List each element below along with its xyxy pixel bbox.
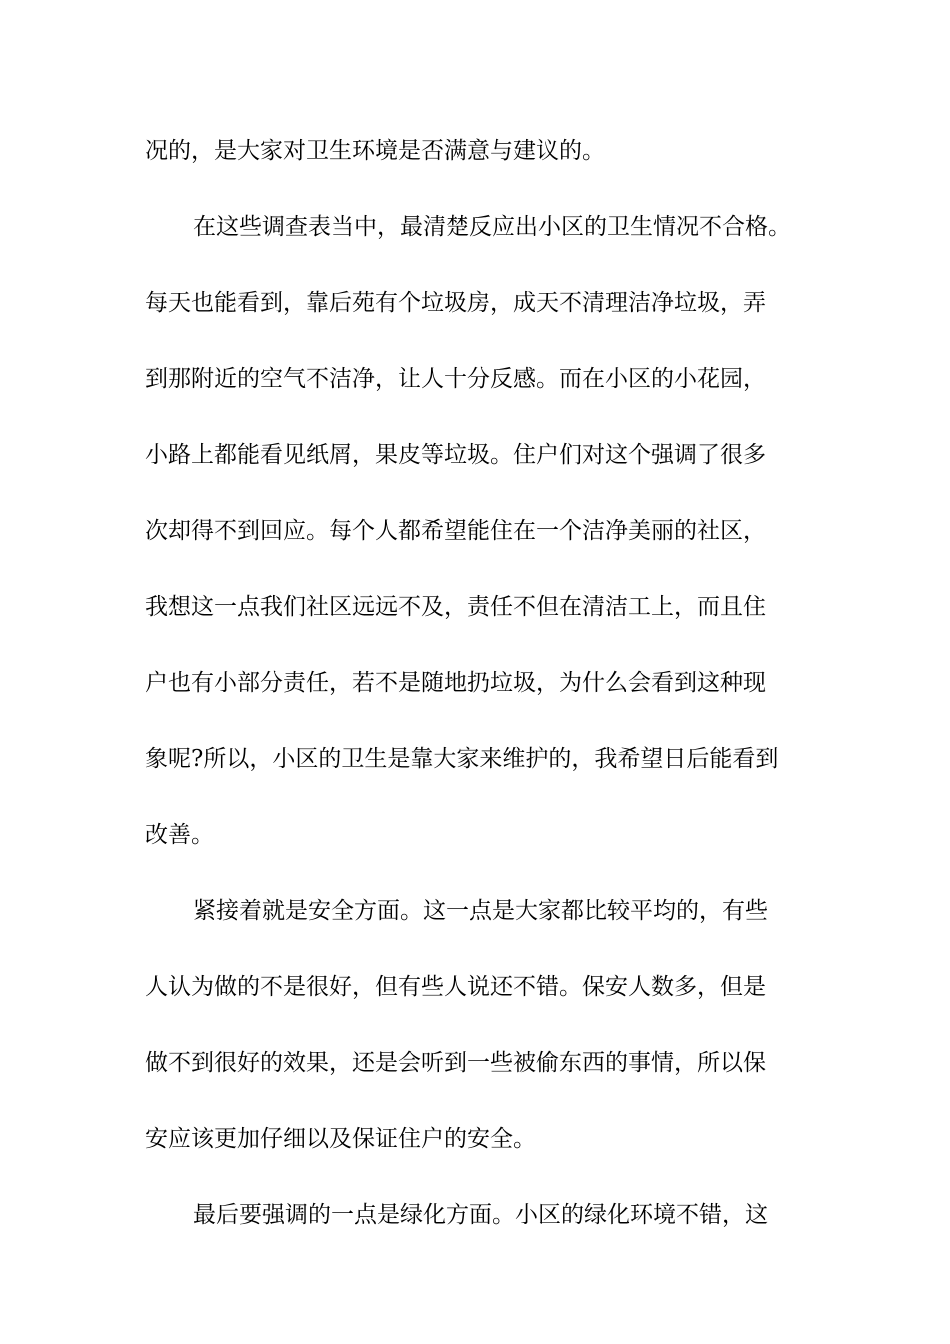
paragraph-start-line: 在这些调查表当中，最清楚反应出小区的卫生情况不合格。 <box>193 214 791 240</box>
document-body <box>145 128 817 1268</box>
text-line: 小路上都能看见纸屑，果皮等垃圾。住户们对这个强调了很多 <box>145 442 766 468</box>
text-line: 改善。 <box>145 822 214 848</box>
paragraph-start-line: 紧接着就是安全方面。这一点是大家都比较平均的，有些 <box>193 898 768 924</box>
text-line: 安应该更加仔细以及保证住户的安全。 <box>145 1126 536 1152</box>
text-line: 做不到很好的效果，还是会听到一些被偷东西的事情，所以保 <box>145 1050 766 1076</box>
text-line: 每天也能看到，靠后苑有个垃圾房，成天不清理洁净垃圾，弄 <box>145 290 766 316</box>
text-line: 次却得不到回应。每个人都希望能住在一个洁净美丽的社区， <box>145 518 766 544</box>
text-line: 户也有小部分责任，若不是随地扔垃圾，为什么会看到这种现 <box>145 670 766 696</box>
text-line: 到那附近的空气不洁净，让人十分反感。而在小区的小花园， <box>145 366 766 392</box>
text-line: 况的，是大家对卫生环境是否满意与建议的。 <box>145 138 605 164</box>
paragraph-start-line: 最后要强调的一点是绿化方面。小区的绿化环境不错，这 <box>193 1202 768 1228</box>
text-line: 人认为做的不是很好，但有些人说还不错。保安人数多，但是 <box>145 974 766 1000</box>
text-line: 我想这一点我们社区远远不及，责任不但在清洁工上，而且住 <box>145 594 766 620</box>
text-line: 象呢?所以，小区的卫生是靠大家来维护的，我希望日后能看到 <box>145 746 779 772</box>
